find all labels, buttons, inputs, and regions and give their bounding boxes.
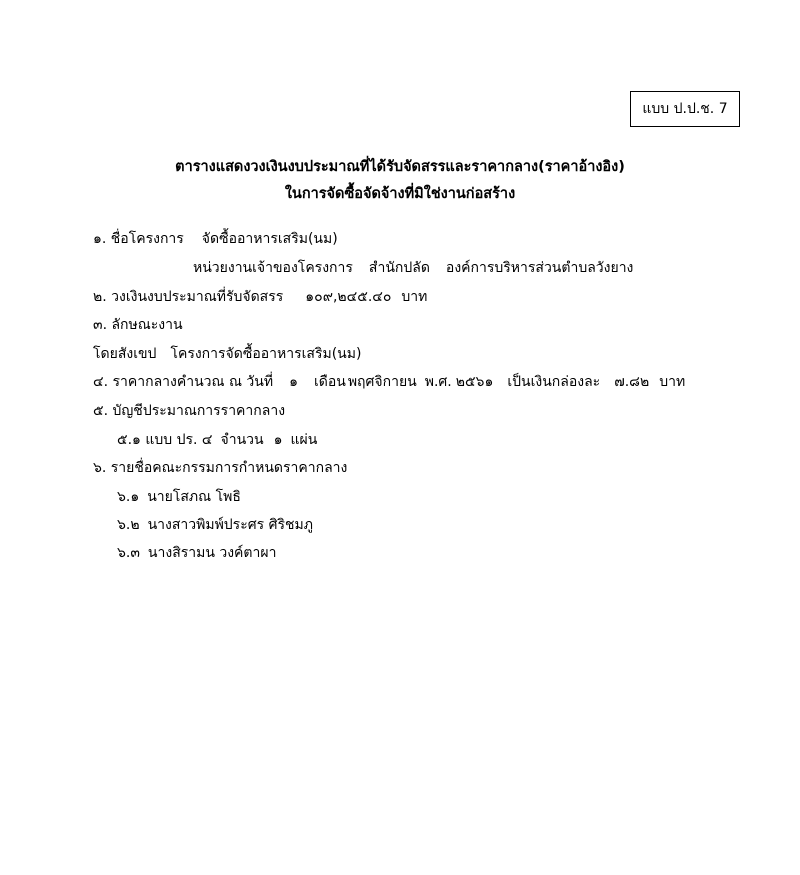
item-1-label: ๑. ชื่อโครงการ [93,231,184,247]
item-1-project-name [93,228,338,250]
member-no: ๖.๑ [117,489,140,505]
item-3-summary [93,343,361,365]
item-4-reference-price [93,371,685,393]
member-name: นางสาวพิมพ์ประศร ศิริชมภู [147,517,313,533]
member-name: นายโสภณ โพธิ [147,489,241,505]
form-code-box [630,91,740,127]
item-6-label: ๖. รายชื่อคณะกรรมการกำหนดราคากลาง [93,460,348,476]
form-code: แบบ ป.ป.ช. 7 [642,101,728,117]
price-value: ๗.๘๒ [614,374,650,390]
committee-member [117,542,276,564]
agency-office: สำนักปลัด [368,260,430,276]
item-4-label: ๔. ราคากลางคำนวณ ณ วันที่ [93,374,274,390]
year-label: พ.ศ. [424,374,452,390]
agency-label: หน่วยงานเจ้าของโครงการ [193,260,353,276]
month-label: เดือน [313,374,346,390]
price-month: พฤศจิกายน [347,374,417,390]
budget-unit: บาท [401,289,428,305]
item-2-budget [93,286,427,308]
price-year: ๒๕๖๑ [455,374,494,390]
member-name: นางสิรามน วงค์ตาผา [147,545,277,561]
item-1-value: จัดซื้ออาหารเสริม(นม) [201,231,338,247]
committee-member [117,514,313,536]
price-label: เป็นเงินกล่องละ [507,374,601,390]
summary-value: โครงการจัดซื้ออาหารเสริม(นม) [170,346,362,362]
document-title-line-1: ตารางแสดงวงเงินงบประมาณที่ได้รับจัดสรรและราคากลาง(ราคาอ้างอิง) [175,159,625,175]
count-value: ๑ [273,432,283,448]
form-label: ๕.๑ แบบ ปร. ๔ [117,432,213,448]
price-day: ๑ [289,374,298,390]
document-title-line-2: ในการจัดซื้อจัดจ้างที่มิใช่งานก่อสร้าง [284,186,516,202]
item-5-label: ๕. บัญชีประมาณการราคากลาง [93,403,286,419]
budget-amount: ๑๐๙,๒๔๕.๔๐ [305,289,392,305]
price-unit: บาท [659,374,686,390]
summary-label: โดยสังเขป [93,346,157,362]
count-unit: แผ่น [290,432,318,448]
item-5-1-form [117,429,317,451]
member-no: ๖.๒ [117,517,140,533]
agency-org: องค์การบริหารส่วนตำบลวังยาง [445,260,634,276]
committee-member [117,486,241,508]
item-3-label: ๓. ลักษณะงาน [93,317,183,333]
item-1-agency [193,257,633,279]
item-2-label: ๒. วงเงินงบประมาณที่รับจัดสรร [93,289,284,305]
count-label: จำนวน [220,432,264,448]
member-no: ๖.๓ [117,545,140,561]
